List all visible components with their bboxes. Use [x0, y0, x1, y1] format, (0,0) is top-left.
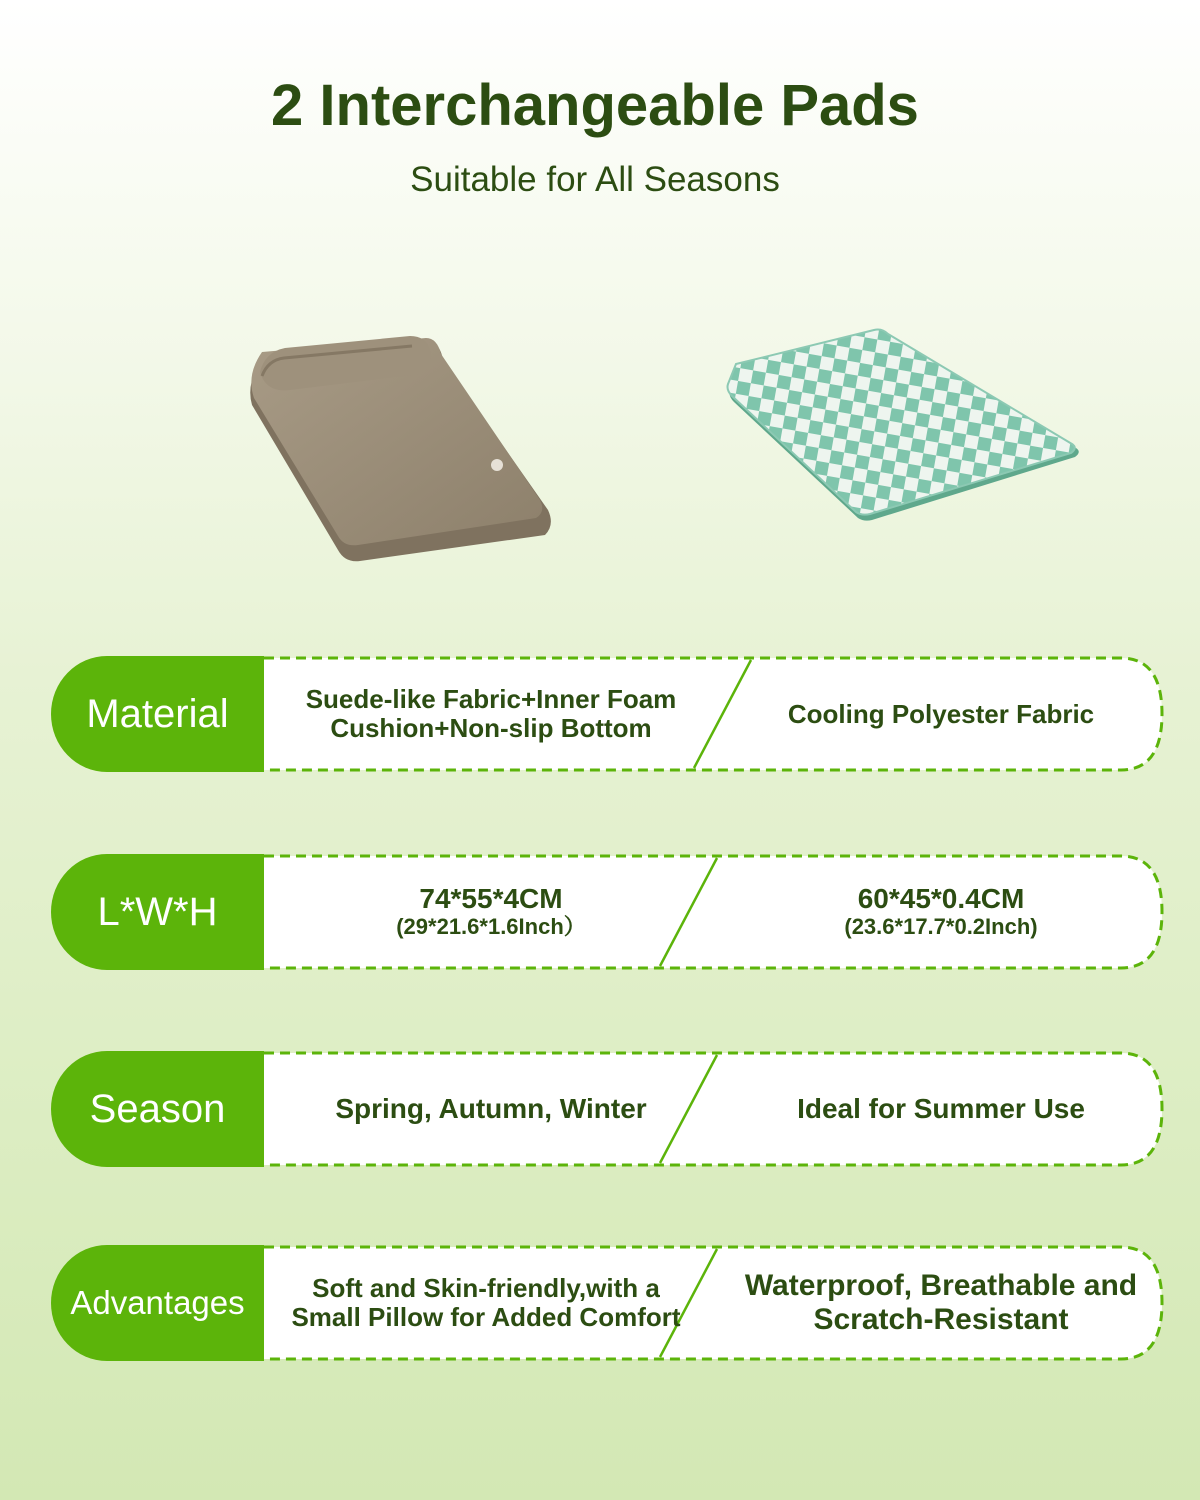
- cooling-pad-image: [728, 330, 1079, 521]
- dimensions-right-inch: (23.6*17.7*0.2Inch): [844, 914, 1038, 939]
- product-images: [0, 0, 1200, 620]
- dimensions-right: [731, 854, 1151, 970]
- dimensions-left-cm: 74*55*4CM: [419, 883, 563, 914]
- suede-pad-image: [250, 336, 551, 561]
- advantages-left-value: Soft and Skin-friendly,with a Small Pillow for Added Comfort: [291, 1273, 681, 1332]
- row-label-season: Season: [89, 1086, 226, 1131]
- advantages-right-value: Waterproof, Breathable and Scratch-Resistant: [744, 1269, 1138, 1336]
- season-right-value: Ideal for Summer Use: [797, 1093, 1085, 1124]
- dimensions-left-inch: (29*21.6*1.6Inch）: [396, 914, 586, 939]
- dimensions-left: [271, 854, 711, 970]
- row-label-advantages: Advantages: [70, 1284, 245, 1321]
- row-label-dimensions: L*W*H: [97, 889, 218, 934]
- row-advantages: [51, 1245, 1164, 1361]
- page-subtitle: Suitable for All Seasons: [410, 160, 780, 199]
- material-left-value: Suede-like Fabric+Inner Foam Cushion+Non-slip Bottom: [305, 684, 677, 743]
- row-label-material: Material: [86, 691, 229, 736]
- season-left-value: Spring, Autumn, Winter: [335, 1093, 647, 1124]
- row-material: [51, 656, 1164, 772]
- material-right-value: Cooling Polyester Fabric: [787, 698, 1095, 729]
- page-title: 2 Interchangeable Pads: [271, 73, 919, 138]
- row-season: [51, 1051, 1164, 1167]
- row-dimensions: [51, 854, 1164, 970]
- dimensions-right-cm: 60*45*0.4CM: [857, 883, 1025, 914]
